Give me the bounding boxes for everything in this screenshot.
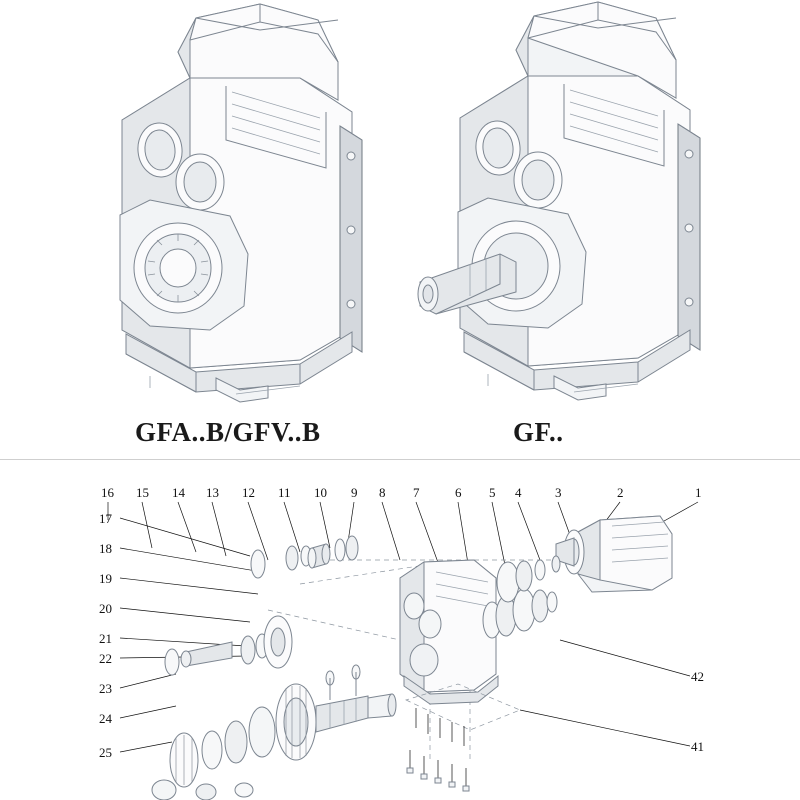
callout-8: 8 xyxy=(379,485,386,500)
callout-42: 42 xyxy=(691,669,704,684)
part-input-shaft xyxy=(165,616,292,675)
callout-3: 3 xyxy=(555,485,562,500)
callout-23: 23 xyxy=(99,681,112,696)
callout-4: 4 xyxy=(515,485,522,500)
callout-12: 12 xyxy=(242,485,255,500)
part-rings-bottom xyxy=(152,780,253,800)
part-motor-adapter xyxy=(556,516,672,592)
callout-2: 2 xyxy=(617,485,624,500)
callout-22: 22 xyxy=(99,651,112,666)
part-fasteners xyxy=(407,750,469,791)
callout-7: 7 xyxy=(413,485,420,500)
callout-21: 21 xyxy=(99,631,112,646)
callout-25: 25 xyxy=(99,745,112,760)
callout-41: 41 xyxy=(691,739,704,754)
caption-gf: GF.. xyxy=(513,417,564,447)
callout-1: 1 xyxy=(695,485,702,500)
callout-15: 15 xyxy=(136,485,149,500)
callout-24: 24 xyxy=(99,711,112,726)
part-output-gear-shaft xyxy=(170,665,396,787)
callout-16: 16 xyxy=(101,485,114,500)
callout-10: 10 xyxy=(314,485,327,500)
exploded-parts-diagram xyxy=(0,460,800,800)
callout-19: 19 xyxy=(99,571,112,586)
callout-13: 13 xyxy=(206,485,219,500)
callout-6: 6 xyxy=(455,485,462,500)
callout-5: 5 xyxy=(489,485,496,500)
callout-14: 14 xyxy=(172,485,185,500)
callout-20: 20 xyxy=(99,601,112,616)
callout-11: 11 xyxy=(278,485,291,500)
caption-gfab-gfvb: GFA..B/GFV..B xyxy=(135,417,321,447)
callout-9: 9 xyxy=(351,485,358,500)
callout-18: 18 xyxy=(99,541,112,556)
exploded-drawing xyxy=(0,460,800,800)
callout-17: 17 xyxy=(99,511,112,526)
